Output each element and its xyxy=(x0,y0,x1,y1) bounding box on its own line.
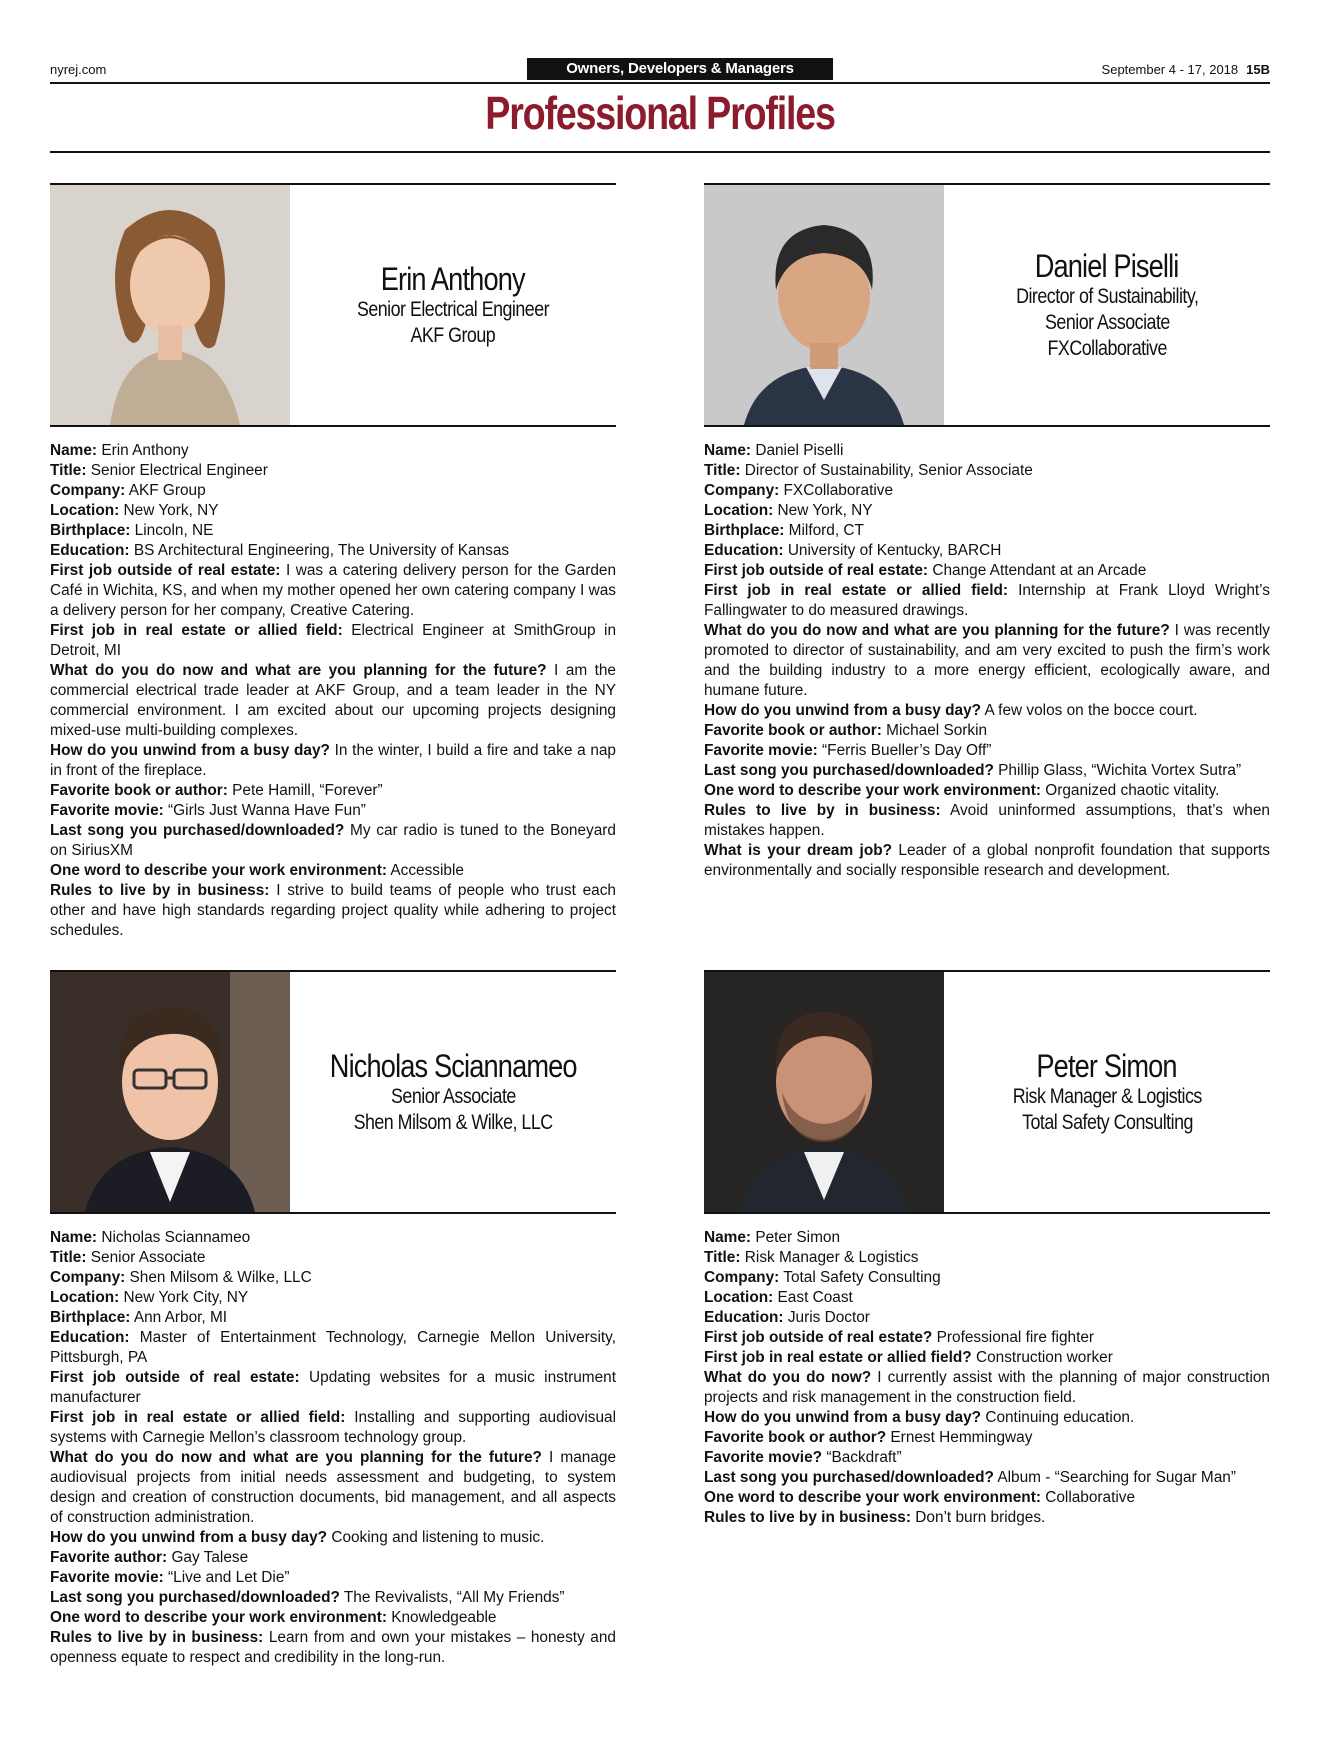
qa-item: Name: Daniel Piselli xyxy=(704,442,844,459)
qa-item: One word to describe your work environment: Organized chaotic vitality. xyxy=(704,782,1220,799)
nameplate xyxy=(290,185,616,425)
masthead xyxy=(50,58,1270,84)
profile-title-line: Risk Manager & Logistics xyxy=(1012,1085,1202,1108)
profile-company-line: FXCollaborative xyxy=(1047,337,1167,360)
section-tag: Owners, Developers & Managers xyxy=(527,58,833,80)
qa-item: Rules to live by in business: Don’t burn bridges. xyxy=(704,1509,1046,1526)
profile-qa xyxy=(50,441,616,941)
qa-item: Company: AKF Group xyxy=(50,482,206,499)
profile-qa xyxy=(50,1228,616,1668)
qa-item: Location: New York City, NY xyxy=(50,1289,249,1306)
profile-qa xyxy=(704,441,1270,881)
qa-item: First job outside of real estate: Change Attendant at an Arcade xyxy=(704,562,1147,579)
headshot-photo xyxy=(704,972,944,1212)
qa-item: First job outside of real estate? Professional fire fighter xyxy=(704,1329,1095,1346)
qa-item: First job in real estate or allied field: Electrical Engineer at SmithGroup in Detroit, MI xyxy=(50,622,617,659)
qa-item: What do you do now and what are you planning for the future? I was recently promoted to director of sustainability, and am very excited to push the firm’s work and the building industry to a more energy efficient, ecologically aware, and humane future. xyxy=(704,622,1271,699)
qa-item: Last song you purchased/downloaded? Album - “Searching for Sugar Man” xyxy=(704,1469,1236,1486)
qa-item: Name: Peter Simon xyxy=(704,1229,841,1246)
profile-daniel-piselli xyxy=(704,183,1270,881)
issue-date: September 4 - 17, 2018 xyxy=(1101,62,1239,77)
profile-name: Daniel Piselli xyxy=(1035,248,1179,284)
qa-item: Birthplace: Lincoln, NE xyxy=(50,522,214,539)
page-title: Professional Profiles xyxy=(485,87,835,139)
headshot-photo xyxy=(50,185,290,425)
qa-item: Last song you purchased/downloaded? The Revivalists, “All My Friends” xyxy=(50,1589,565,1606)
qa-item: Last song you purchased/downloaded? My car radio is tuned to the Boneyard on SiriusXM xyxy=(50,822,616,859)
profile-peter-simon xyxy=(704,970,1270,1528)
qa-item: First job outside of real estate: Updating websites for a music instrument manufacturer xyxy=(50,1369,616,1406)
nameplate xyxy=(944,185,1270,425)
qa-item: Name: Nicholas Sciannameo xyxy=(50,1229,251,1246)
qa-item: Education: BS Architectural Engineering, The University of Kansas xyxy=(50,542,510,559)
qa-item: Name: Erin Anthony xyxy=(50,442,189,459)
profile-title-line: Senior Electrical Engineer xyxy=(356,298,550,321)
qa-item: Favorite author: Gay Talese xyxy=(50,1549,249,1566)
qa-item: How do you unwind from a busy day? In the winter, I build a fire and take a nap in front of the fireplace. xyxy=(50,742,616,779)
qa-item: Company: Total Safety Consulting xyxy=(704,1269,941,1286)
qa-item: First job in real estate or allied field: Internship at Frank Lloyd Wright’s Fallingwater to do measured drawings. xyxy=(704,582,1270,619)
qa-item: Education: Juris Doctor xyxy=(704,1309,870,1326)
qa-item: Favorite movie? “Backdraft” xyxy=(704,1449,902,1466)
profile-title-line: Senior Associate xyxy=(390,1085,516,1108)
profile-company-line: AKF Group xyxy=(410,324,496,347)
profile-name: Erin Anthony xyxy=(380,261,526,297)
qa-item: How do you unwind from a busy day? Continuing education. xyxy=(704,1409,1135,1426)
qa-item: Favorite book or author: Michael Sorkin xyxy=(704,722,988,739)
qa-item: First job outside of real estate: I was a catering delivery person for the Garden Café in Wichita, KS, and when my mother opened her own catering company I was a delivery person for her company, Creative Catering. xyxy=(50,562,617,619)
qa-item: Rules to live by in business: Learn from and own your mistakes – honesty and openness equate to respect and credibility in the long-run. xyxy=(50,1629,616,1666)
qa-item: One word to describe your work environment: Collaborative xyxy=(704,1489,1136,1506)
qa-item: Title: Risk Manager & Logistics xyxy=(704,1249,919,1266)
profile-company-line: Total Safety Consulting xyxy=(1021,1111,1193,1134)
qa-item: One word to describe your work environment: Accessible xyxy=(50,862,464,879)
headshot-photo xyxy=(704,185,944,425)
title-divider xyxy=(50,151,1270,153)
qa-item: Favorite book or author: Pete Hamill, “Forever” xyxy=(50,782,383,799)
qa-item: Title: Director of Sustainability, Senior Associate xyxy=(704,462,1033,479)
profile-title-line: Senior Associate xyxy=(1044,311,1170,334)
qa-item: Rules to live by in business: Avoid uninformed assumptions, that’s when mistakes happen. xyxy=(704,802,1270,839)
profile-card xyxy=(704,970,1270,1214)
qa-item: Education: University of Kentucky, BARCH xyxy=(704,542,1002,559)
profile-nicholas-sciannameo xyxy=(50,970,616,1668)
qa-item: How do you unwind from a busy day? Cooking and listening to music. xyxy=(50,1529,545,1546)
qa-item: First job in real estate or allied field? Construction worker xyxy=(704,1349,1113,1366)
profile-card xyxy=(50,183,616,427)
qa-item: Location: East Coast xyxy=(704,1289,853,1306)
qa-item: Title: Senior Electrical Engineer xyxy=(50,462,268,479)
qa-item: Birthplace: Ann Arbor, MI xyxy=(50,1309,228,1326)
profile-name: Nicholas Sciannameo xyxy=(329,1048,577,1084)
qa-item: Location: New York, NY xyxy=(50,502,219,519)
profile-name: Peter Simon xyxy=(1036,1048,1178,1084)
qa-item: Location: New York, NY xyxy=(704,502,873,519)
qa-item: Birthplace: Milford, CT xyxy=(704,522,864,539)
qa-item: How do you unwind from a busy day? A few volos on the bocce court. xyxy=(704,702,1198,719)
profile-card xyxy=(704,183,1270,427)
profile-company-line: Shen Milsom & Wilke, LLC xyxy=(353,1111,553,1134)
qa-item: Favorite movie: “Live and Let Die” xyxy=(50,1569,290,1586)
qa-item: What do you do now? I currently assist with the planning of major construction projects and risk management in the construction field. xyxy=(704,1369,1270,1406)
qa-item: First job in real estate or allied field: Installing and supporting audiovisual systems with Carnegie Mellon’s classroom technology group. xyxy=(50,1409,616,1446)
qa-item: Last song you purchased/downloaded? Phillip Glass, “Wichita Vortex Sutra” xyxy=(704,762,1242,779)
page-number: 15B xyxy=(1246,62,1270,77)
profile-card xyxy=(50,970,616,1214)
qa-item: Favorite movie: “Girls Just Wanna Have Fun” xyxy=(50,802,366,819)
qa-item: Title: Senior Associate xyxy=(50,1249,206,1266)
dateline xyxy=(1102,62,1270,77)
qa-item: Favorite book or author? Ernest Hemmingway xyxy=(704,1429,1033,1446)
qa-item: Education: Master of Entertainment Technology, Carnegie Mellon University, Pittsburgh, PA xyxy=(50,1329,617,1366)
qa-item: Favorite movie: “Ferris Bueller’s Day Off” xyxy=(704,742,992,759)
qa-item: What do you do now and what are you planning for the future? I manage audiovisual projects from initial needs assessment and budgeting, to system design and creation of construction documents, bid management, and all aspects of construction administration. xyxy=(50,1449,617,1526)
profile-qa xyxy=(704,1228,1270,1528)
qa-item: Company: Shen Milsom & Wilke, LLC xyxy=(50,1269,312,1286)
qa-item: One word to describe your work environment: Knowledgeable xyxy=(50,1609,497,1626)
profile-title-line: Director of Sustainability, xyxy=(1015,285,1199,308)
qa-item: Company: FXCollaborative xyxy=(704,482,894,499)
qa-item: Rules to live by in business: I strive to build teams of people who trust each other and have high standards regarding project quality while adhering to project schedules. xyxy=(50,882,616,939)
site-url[interactable]: nyrej.com xyxy=(50,62,107,77)
nameplate xyxy=(290,972,616,1212)
qa-item: What do you do now and what are you planning for the future? I am the commercial electrical trade leader at AKF Group, and a team leader in the NY commercial environment. I am excited about our upcoming projects designing mixed-use multi-building complexes. xyxy=(50,662,616,739)
profile-erin-anthony xyxy=(50,183,616,941)
nameplate xyxy=(944,972,1270,1212)
qa-item: What is your dream job? Leader of a global nonprofit foundation that supports environmentally and socially responsible research and development. xyxy=(704,842,1271,879)
headshot-photo xyxy=(50,972,290,1212)
